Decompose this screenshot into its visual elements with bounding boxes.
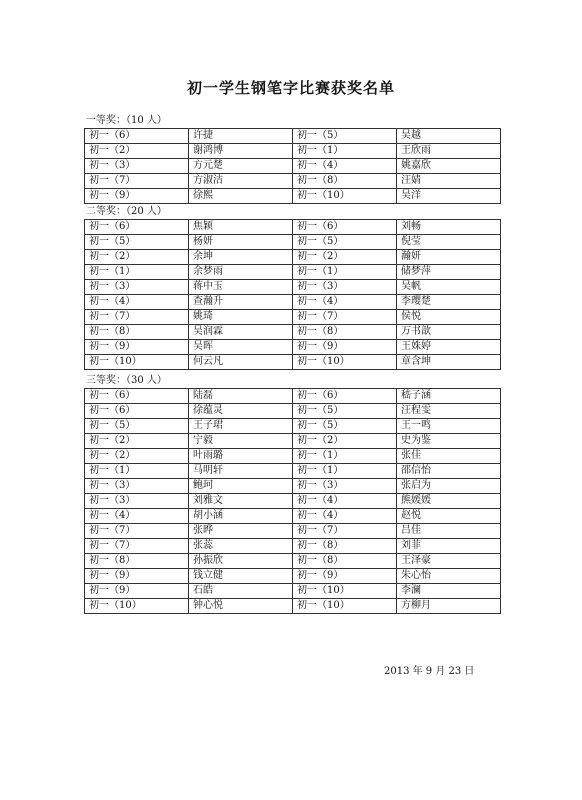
name-cell: 朱心怡 (397, 569, 501, 584)
name-cell: 焦颖 (189, 220, 293, 235)
class-cell: 初一（8） (85, 325, 189, 340)
name-cell: 杨妍 (189, 235, 293, 250)
class-cell: 初一（1） (293, 265, 397, 280)
class-cell: 初一（10） (293, 599, 397, 614)
table-row (85, 479, 501, 494)
table-row (85, 189, 501, 204)
class-cell: 初一（9） (85, 584, 189, 599)
name-cell: 瀚妍 (397, 250, 501, 265)
class-cell: 初一（8） (293, 325, 397, 340)
table-row (85, 250, 501, 265)
class-cell: 初一（3） (85, 159, 189, 174)
name-cell: 方元楚 (189, 159, 293, 174)
class-cell: 初一（1） (293, 144, 397, 159)
name-cell: 张蕊 (189, 539, 293, 554)
document-date: 2013 年 9 月 23 日 (384, 666, 475, 677)
name-cell: 吴帆 (397, 280, 501, 295)
name-cell: 吴越 (397, 129, 501, 144)
first-prize-table (84, 128, 501, 204)
class-cell: 初一（4） (293, 509, 397, 524)
class-cell: 初一（7） (85, 174, 189, 189)
class-cell: 初一（2） (293, 250, 397, 265)
class-cell: 初一（10） (85, 599, 189, 614)
name-cell: 刘菲 (397, 539, 501, 554)
class-cell: 初一（6） (85, 389, 189, 404)
class-cell: 初一（5） (293, 419, 397, 434)
name-cell: 方淑洁 (189, 174, 293, 189)
table-row (85, 389, 501, 404)
table-row (85, 434, 501, 449)
class-cell: 初一（4） (85, 295, 189, 310)
name-cell: 吕佳 (397, 524, 501, 539)
class-cell: 初一（9） (293, 569, 397, 584)
name-cell: 倪莹 (397, 235, 501, 250)
table-row (85, 524, 501, 539)
class-cell: 初一（8） (85, 554, 189, 569)
class-cell: 初一（9） (293, 340, 397, 355)
name-cell: 张启为 (397, 479, 501, 494)
name-cell: 余坤 (189, 250, 293, 265)
table-row (85, 265, 501, 280)
name-cell: 王一鸣 (397, 419, 501, 434)
class-cell: 初一（4） (293, 494, 397, 509)
class-cell: 初一（6） (293, 389, 397, 404)
name-cell: 王欣雨 (397, 144, 501, 159)
class-cell: 初一（6） (85, 129, 189, 144)
name-cell: 钟心悦 (189, 599, 293, 614)
second-prize-heading: 二等奖：（20 人） (86, 206, 167, 217)
class-cell: 初一（7） (85, 539, 189, 554)
name-cell: 姚琦 (189, 310, 293, 325)
class-cell: 初一（10） (293, 189, 397, 204)
name-cell: 张佳 (397, 449, 501, 464)
class-cell: 初一（2） (85, 250, 189, 265)
second-prize-table (84, 219, 501, 370)
table-row (85, 295, 501, 310)
table-row (85, 355, 501, 370)
table-row (85, 569, 501, 584)
class-cell: 初一（3） (85, 479, 189, 494)
class-cell: 初一（8） (293, 174, 397, 189)
class-cell: 初一（6） (293, 220, 397, 235)
table-row (85, 174, 501, 189)
name-cell: 嵇子涵 (397, 389, 501, 404)
table-row (85, 340, 501, 355)
table-row (85, 325, 501, 340)
class-cell: 初一（1） (293, 464, 397, 479)
table-row (85, 159, 501, 174)
table-row (85, 144, 501, 159)
name-cell: 万书歆 (397, 325, 501, 340)
table-row (85, 494, 501, 509)
document-title: 初一学生钢笔字比赛获奖名单 (186, 79, 395, 97)
name-cell: 熊媛媛 (397, 494, 501, 509)
class-cell: 初一（1） (85, 265, 189, 280)
class-cell: 初一（2） (85, 449, 189, 464)
class-cell: 初一（6） (85, 220, 189, 235)
class-cell: 初一（2） (85, 434, 189, 449)
table-row (85, 310, 501, 325)
class-cell: 初一（5） (85, 235, 189, 250)
third-prize-heading: 三等奖：（30 人） (86, 375, 167, 386)
name-cell: 侯悦 (397, 310, 501, 325)
table-row (85, 464, 501, 479)
class-cell: 初一（7） (85, 524, 189, 539)
class-cell: 初一（1） (293, 449, 397, 464)
class-cell: 初一（3） (85, 494, 189, 509)
first-prize-heading: 一等奖：（10 人） (86, 115, 167, 126)
class-cell: 初一（7） (293, 310, 397, 325)
class-cell: 初一（5） (293, 129, 397, 144)
table-row (85, 129, 501, 144)
name-cell: 刘畅 (397, 220, 501, 235)
class-cell: 初一（1） (85, 464, 189, 479)
class-cell: 初一（5） (293, 235, 397, 250)
class-cell: 初一（7） (293, 524, 397, 539)
table-row (85, 449, 501, 464)
name-cell: 孙振欣 (189, 554, 293, 569)
name-cell: 钱立健 (189, 569, 293, 584)
class-cell: 初一（6） (85, 404, 189, 419)
table-row (85, 220, 501, 235)
table-row (85, 404, 501, 419)
name-cell: 蒋中玉 (189, 280, 293, 295)
class-cell: 初一（3） (85, 280, 189, 295)
name-cell: 李澜 (397, 584, 501, 599)
table-row (85, 584, 501, 599)
name-cell: 赵悦 (397, 509, 501, 524)
class-cell: 初一（3） (293, 479, 397, 494)
table-row (85, 554, 501, 569)
name-cell: 何云凡 (189, 355, 293, 370)
class-cell: 初一（5） (85, 419, 189, 434)
name-cell: 邵信怡 (397, 464, 501, 479)
name-cell: 吴晖 (189, 340, 293, 355)
name-cell: 吴润霖 (189, 325, 293, 340)
table-row (85, 509, 501, 524)
name-cell: 叶雨璐 (189, 449, 293, 464)
name-cell: 李璎楚 (397, 295, 501, 310)
class-cell: 初一（10） (85, 355, 189, 370)
name-cell: 马明轩 (189, 464, 293, 479)
name-cell: 王姝婷 (397, 340, 501, 355)
class-cell: 初一（9） (85, 569, 189, 584)
class-cell: 初一（5） (293, 404, 397, 419)
table-row (85, 539, 501, 554)
name-cell: 谢鸿博 (189, 144, 293, 159)
name-cell: 陆磊 (189, 389, 293, 404)
class-cell: 初一（2） (293, 434, 397, 449)
class-cell: 初一（3） (293, 280, 397, 295)
name-cell: 汪婧 (397, 174, 501, 189)
name-cell: 余梦雨 (189, 265, 293, 280)
name-cell: 徐蕴灵 (189, 404, 293, 419)
class-cell: 初一（8） (293, 554, 397, 569)
third-prize-table (84, 388, 501, 614)
class-cell: 初一（10） (293, 584, 397, 599)
name-cell: 方柳月 (397, 599, 501, 614)
table-row (85, 235, 501, 250)
name-cell: 王子珺 (189, 419, 293, 434)
class-cell: 初一（4） (293, 159, 397, 174)
table-row (85, 419, 501, 434)
table-row (85, 599, 501, 614)
class-cell: 初一（4） (85, 509, 189, 524)
class-cell: 初一（7） (85, 310, 189, 325)
name-cell: 张晔 (189, 524, 293, 539)
class-cell: 初一（2） (85, 144, 189, 159)
name-cell: 徐熙 (189, 189, 293, 204)
name-cell: 鲍珂 (189, 479, 293, 494)
name-cell: 汪程雯 (397, 404, 501, 419)
name-cell: 石皓 (189, 584, 293, 599)
class-cell: 初一（10） (293, 355, 397, 370)
name-cell: 刘雅文 (189, 494, 293, 509)
name-cell: 史为鉴 (397, 434, 501, 449)
name-cell: 查瀚升 (189, 295, 293, 310)
class-cell: 初一（9） (85, 340, 189, 355)
class-cell: 初一（4） (293, 295, 397, 310)
name-cell: 胡小涵 (189, 509, 293, 524)
name-cell: 吴洋 (397, 189, 501, 204)
name-cell: 储梦萍 (397, 265, 501, 280)
class-cell: 初一（8） (293, 539, 397, 554)
name-cell: 章含坤 (397, 355, 501, 370)
table-row (85, 280, 501, 295)
name-cell: 许捷 (189, 129, 293, 144)
name-cell: 姚嘉欣 (397, 159, 501, 174)
name-cell: 王泽豪 (397, 554, 501, 569)
class-cell: 初一（9） (85, 189, 189, 204)
name-cell: 宁毅 (189, 434, 293, 449)
